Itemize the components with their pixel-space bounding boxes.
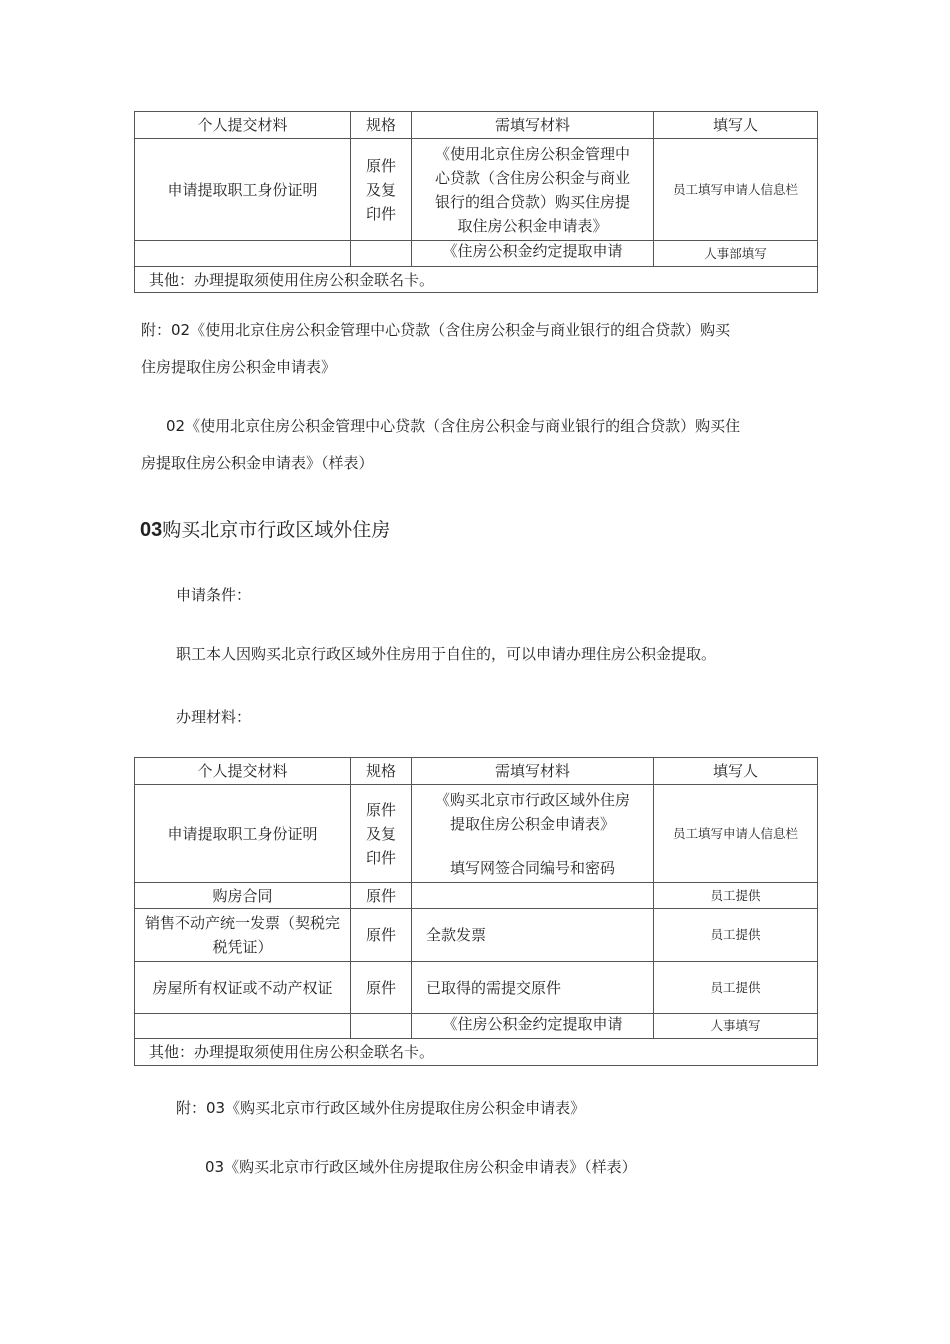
cell-writer: 员工填写申请人信息栏 [654, 785, 818, 883]
header-fill: 需填写材料 [412, 758, 654, 785]
cell-material: 申请提取职工身份证明 [135, 139, 351, 241]
cell-fill [412, 241, 654, 267]
cell-material: 申请提取职工身份证明 [135, 785, 351, 883]
sample-02-line1: 02《使用北京住房公积金管理中心贷款（含住房公积金与商业银行的组合贷款）购买住 [166, 417, 741, 435]
spec-line: 及复 [365, 180, 396, 199]
sample-02-line2: 房提取住房公积金申请表》（样表） [141, 454, 374, 472]
conditions-text: 职工本人因购买北京行政区域外住房用于自住的，可以申请办理住房公积金提取。 [176, 645, 717, 663]
table-row [135, 962, 818, 1014]
fill-line: 《购买北京市行政区域外住房 [434, 790, 630, 809]
cell-writer: 人事填写 [654, 1014, 818, 1039]
spec-line: 及复 [365, 824, 396, 843]
header-spec: 规格 [351, 112, 412, 139]
cell-spec [351, 139, 412, 241]
cell-material [135, 241, 351, 267]
section-03-heading [140, 518, 390, 542]
attachment-03: 附：03《购买北京市行政区域外住房提取住房公积金申请表》 [176, 1099, 586, 1117]
cell-fill [412, 785, 654, 883]
cell-fill [412, 1014, 654, 1039]
cell-fill [412, 883, 654, 909]
spec-line: 原件 [365, 156, 396, 175]
fill-line: 取住房公积金申请表》 [457, 216, 608, 235]
cell-spec: 原件 [351, 883, 412, 909]
fill-line: 《住房公积金约定提取申请 [442, 242, 623, 259]
attachment-02-line1: 附：02《使用北京住房公积金管理中心贷款（含住房公积金与商业银行的组合贷款）购买 [141, 321, 731, 339]
cell-spec [351, 241, 412, 267]
cell-writer: 员工提供 [654, 962, 818, 1014]
conditions-label: 申请条件： [176, 586, 252, 604]
cell-writer: 员工填写申请人信息栏 [654, 139, 818, 241]
materials-label: 办理材料： [176, 708, 252, 726]
section-title: 购买北京市行政区域外住房 [162, 519, 391, 541]
table-row [135, 785, 818, 883]
cell-spec: 原件 [351, 962, 412, 1014]
cell-spec [351, 1014, 412, 1039]
materials-table-02 [134, 111, 818, 293]
section-number: 03 [140, 519, 163, 541]
fill-line [416, 836, 649, 856]
fill-line: 填写网签合同编号和密码 [449, 858, 615, 877]
table-other-row [135, 267, 818, 293]
header-material: 个人提交材料 [135, 758, 351, 785]
table-row [135, 883, 818, 909]
table-row [135, 241, 818, 267]
spec-line: 印件 [365, 848, 396, 867]
materials-table-03 [134, 757, 818, 1066]
other-note: 其他：办理提取须使用住房公积金联名卡。 [135, 1039, 818, 1066]
header-writer: 填写人 [654, 758, 818, 785]
other-note: 其他：办理提取须使用住房公积金联名卡。 [135, 267, 818, 293]
sample-03: 03《购买北京市行政区域外住房提取住房公积金申请表》（样表） [205, 1158, 637, 1176]
table-row [135, 1014, 818, 1039]
cell-spec [351, 785, 412, 883]
header-writer: 填写人 [654, 112, 818, 139]
fill-line: 心贷款（含住房公积金与商业 [434, 168, 630, 187]
cell-writer: 员工提供 [654, 909, 818, 962]
table-row [135, 139, 818, 241]
spec-line: 原件 [365, 800, 396, 819]
cell-fill [412, 139, 654, 241]
cell-material [135, 1014, 351, 1039]
fill-line: 提取住房公积金申请表》 [449, 814, 615, 833]
cell-fill: 已取得的需提交原件 [412, 962, 654, 1014]
fill-line: 银行的组合贷款）购买住房提 [434, 192, 630, 211]
spec-line: 印件 [365, 204, 396, 223]
table-row [135, 909, 818, 962]
table-other-row [135, 1039, 818, 1066]
table-header-row [135, 112, 818, 139]
attachment-02-line2: 住房提取住房公积金申请表》 [141, 358, 337, 376]
header-fill: 需填写材料 [412, 112, 654, 139]
fill-line: 《使用北京住房公积金管理中 [434, 144, 630, 163]
header-material: 个人提交材料 [135, 112, 351, 139]
header-spec: 规格 [351, 758, 412, 785]
cell-material: 销售不动产统一发票（契税完税凭证） [135, 909, 351, 962]
cell-material: 购房合同 [135, 883, 351, 909]
table-header-row [135, 758, 818, 785]
cell-spec: 原件 [351, 909, 412, 962]
fill-line: 《住房公积金约定提取申请 [442, 1015, 623, 1032]
cell-writer: 员工提供 [654, 883, 818, 909]
cell-fill: 全款发票 [412, 909, 654, 962]
cell-material: 房屋所有权证或不动产权证 [135, 962, 351, 1014]
cell-writer: 人事部填写 [654, 241, 818, 267]
